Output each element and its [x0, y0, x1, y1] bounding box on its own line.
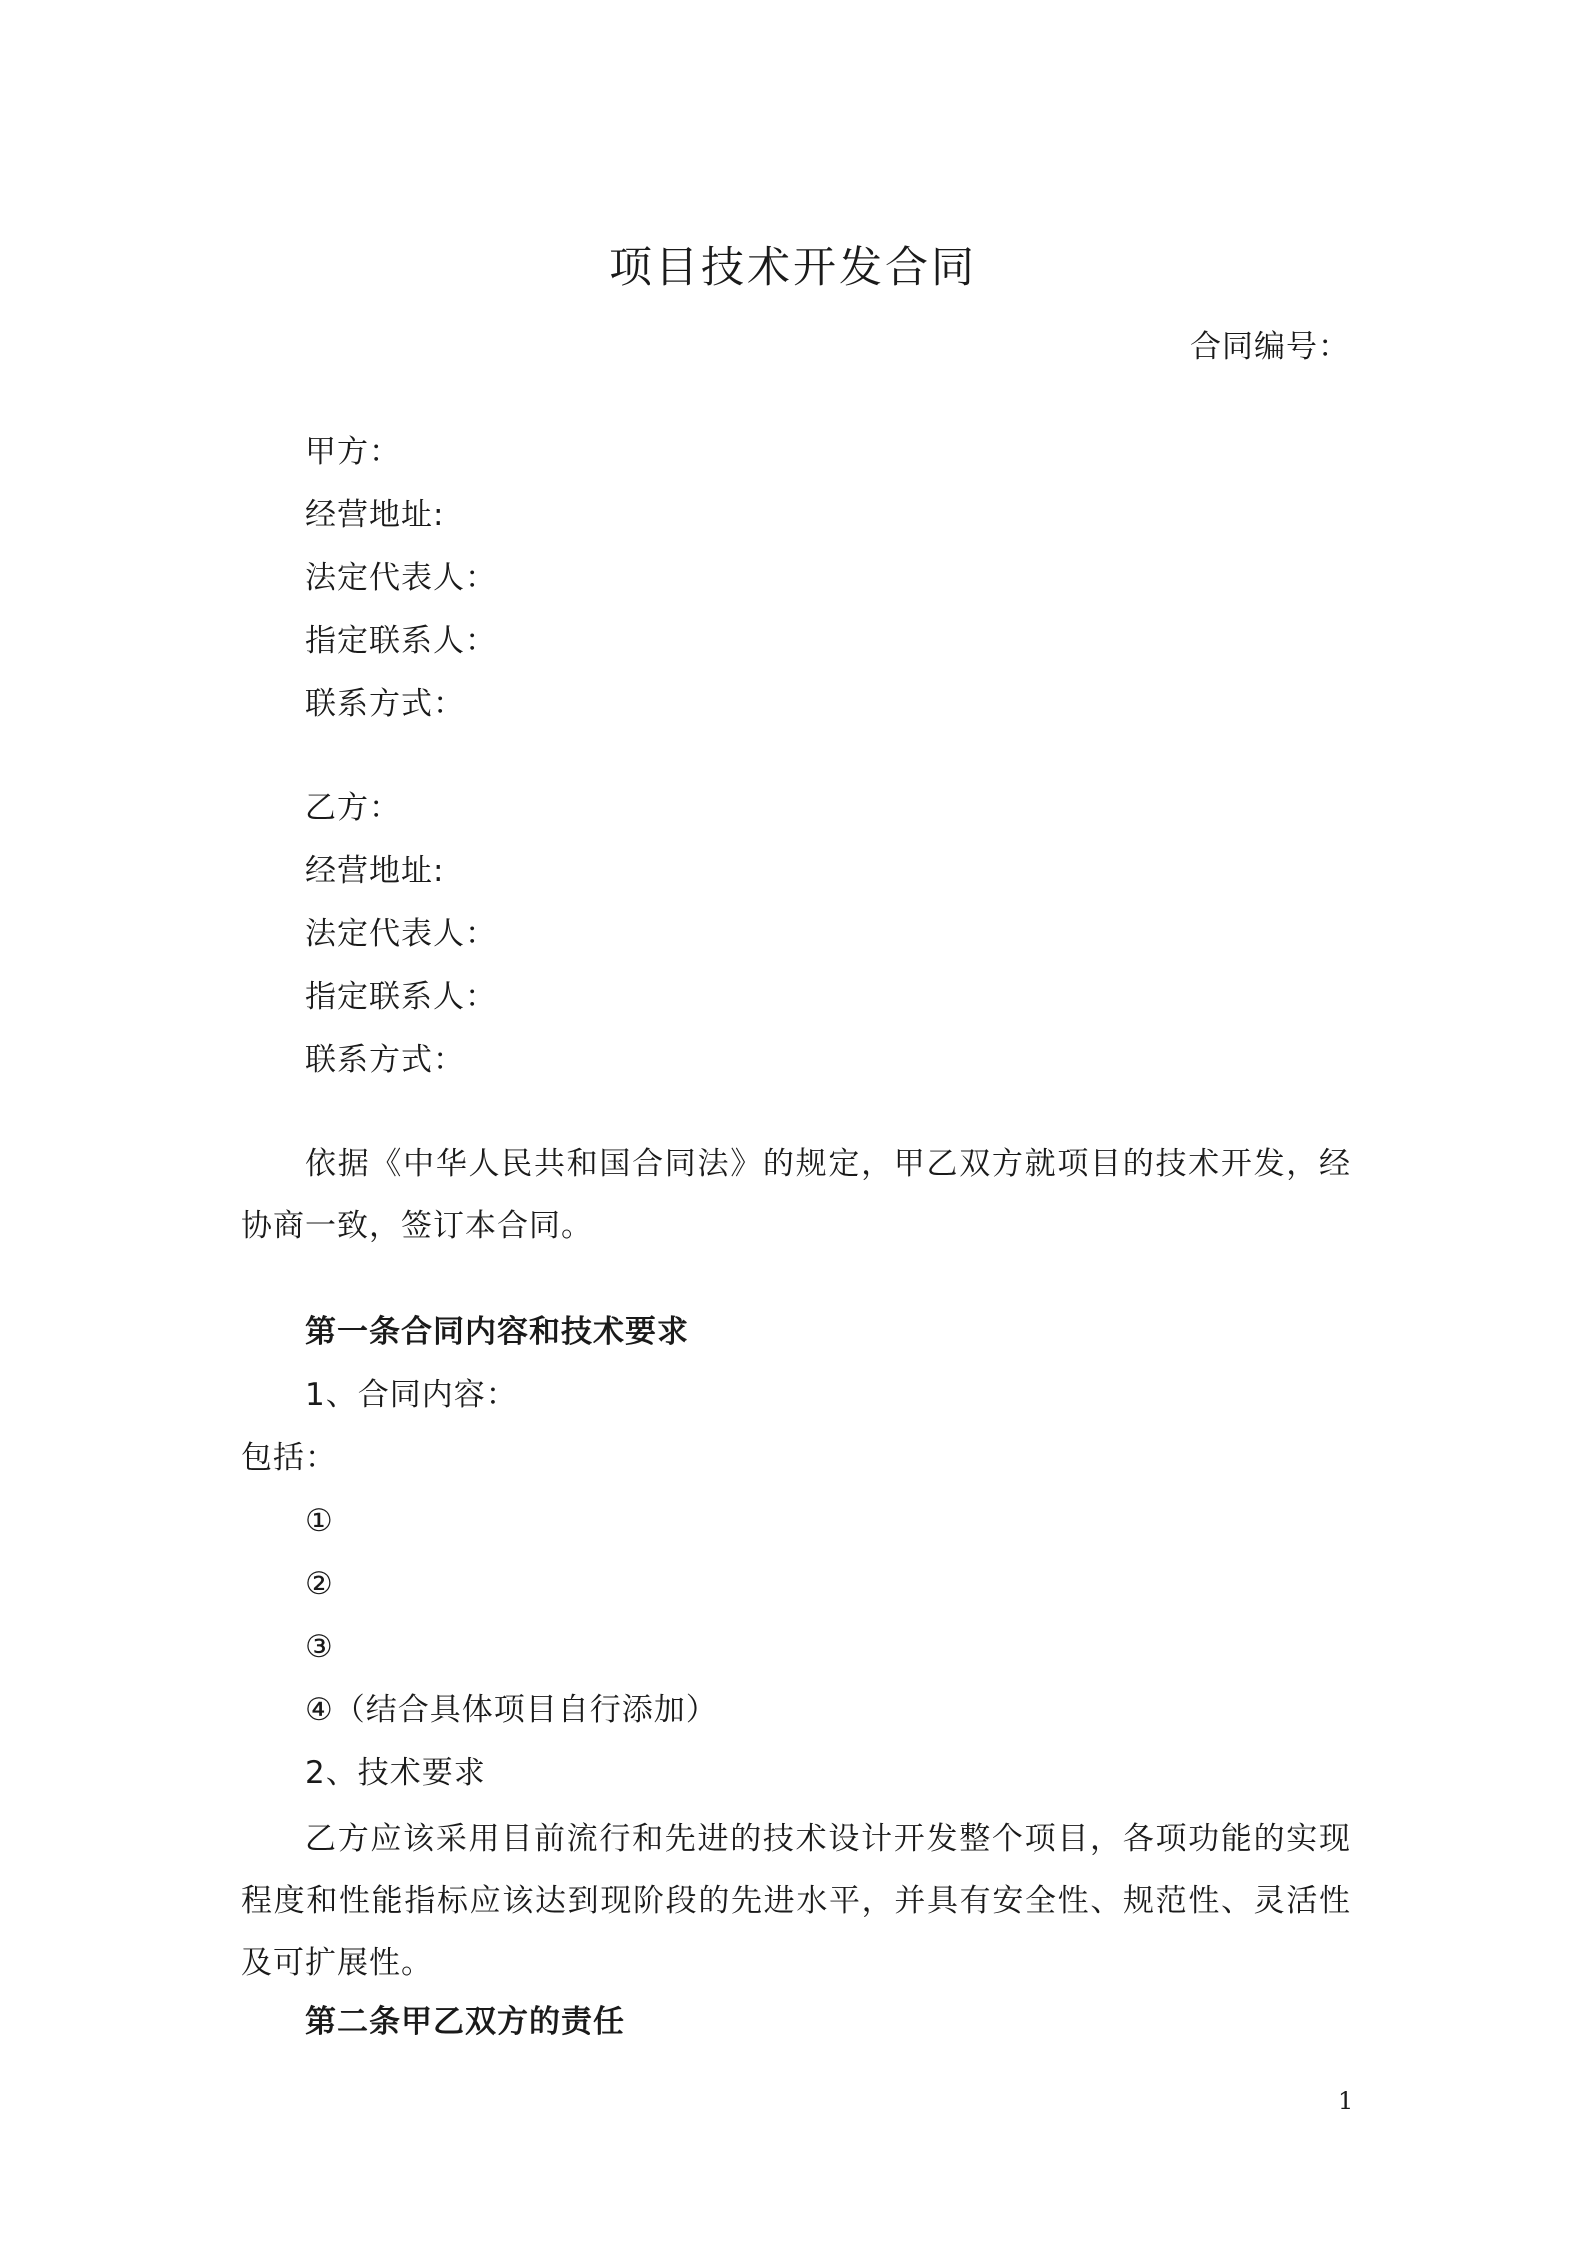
article-1-sub-4: ④（结合具体项目自行添加） — [305, 1692, 718, 1728]
article-1-item-2: 2、技术要求 — [305, 1755, 486, 1791]
party-a-contact: 指定联系人： — [305, 623, 497, 659]
page-number: 1 — [1338, 2087, 1354, 2115]
article-1-includes: 包括： — [241, 1440, 337, 1476]
contract-number-label: 合同编号： — [1190, 329, 1350, 365]
article-1-heading: 第一条合同内容和技术要求 — [305, 1314, 689, 1350]
party-a-address: 经营地址: — [305, 497, 445, 533]
article-1-sub-3: ③ — [305, 1629, 334, 1665]
article-1-sub-1: ① — [305, 1503, 334, 1539]
party-a-label: 甲方： — [305, 434, 401, 470]
party-b-legal-rep: 法定代表人： — [305, 916, 497, 952]
intro-paragraph: 依据《中华人民共和国合同法》的规定，甲乙双方就项目的技术开发，经协商一致，签订本合同。 — [241, 1146, 1351, 1244]
tech-requirement-paragraph: 乙方应该采用目前流行和先进的技术设计开发整个项目，各项功能的实现程度和性能指标应该达到现阶段的先进水平，并具有安全性、规范性、灵活性及可扩展性。 — [241, 1821, 1351, 1981]
party-b-address: 经营地址: — [305, 853, 445, 889]
article-1-sub-2: ② — [305, 1566, 334, 1602]
party-b-label: 乙方： — [305, 790, 401, 826]
article-2-heading: 第二条甲乙双方的责任 — [305, 2004, 625, 2040]
party-b-contact: 指定联系人： — [305, 979, 497, 1015]
party-b-contact-method: 联系方式： — [305, 1042, 465, 1078]
party-a-legal-rep: 法定代表人： — [305, 560, 497, 596]
article-1-item-1: 1、合同内容： — [305, 1377, 518, 1413]
document-title: 项目技术开发合同 — [609, 243, 977, 293]
party-a-contact-method: 联系方式： — [305, 686, 465, 722]
